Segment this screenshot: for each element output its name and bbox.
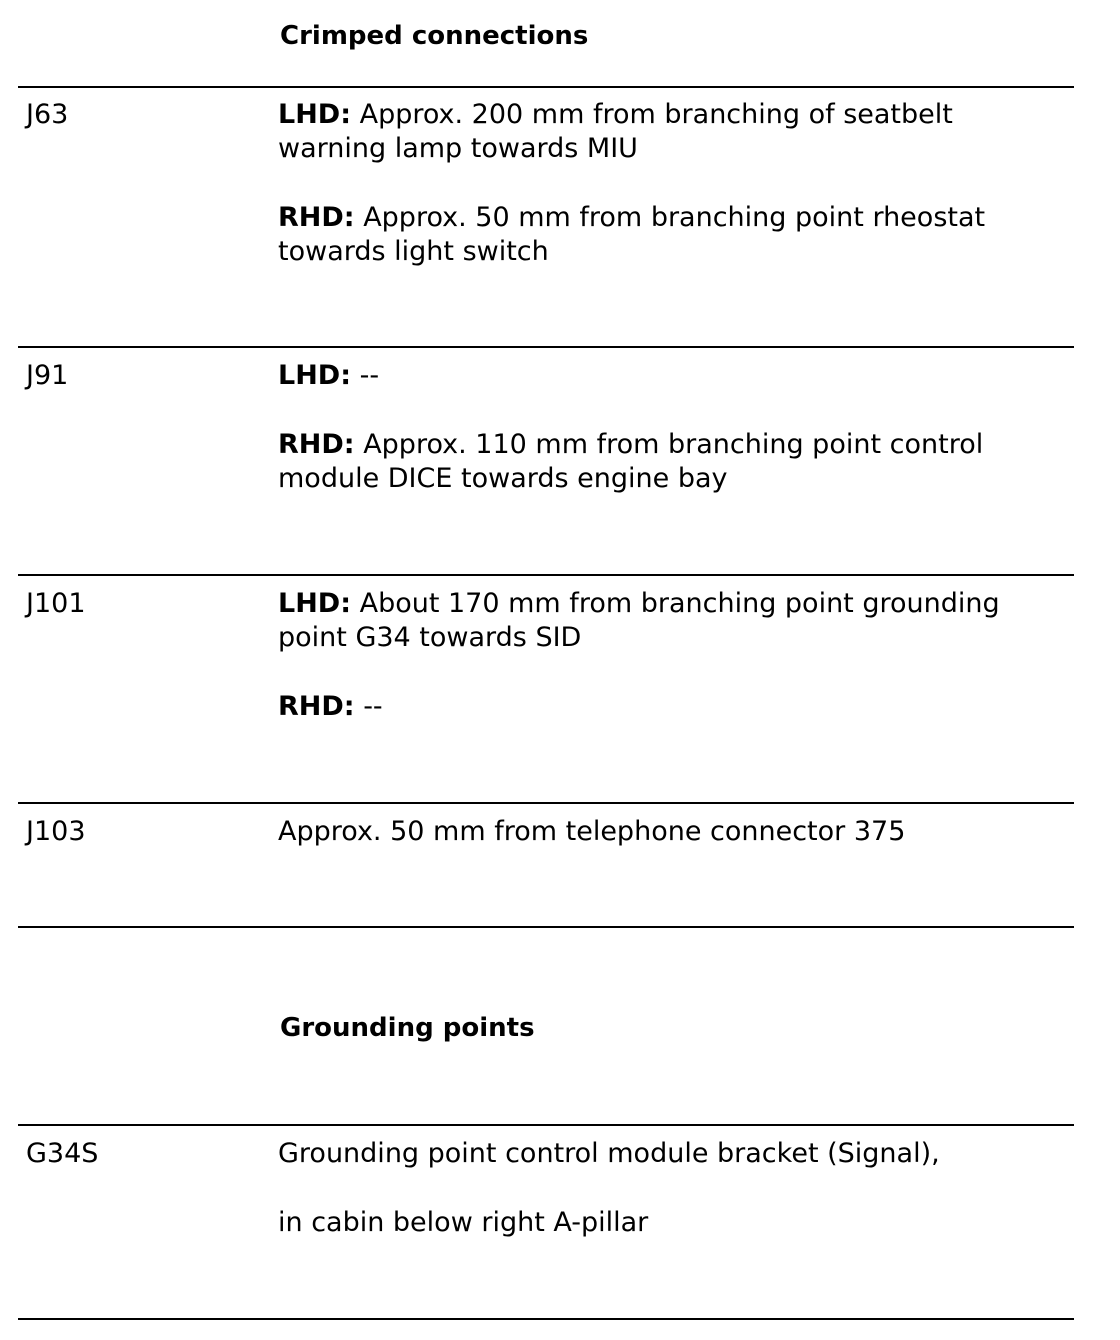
table-divider: [18, 802, 1074, 804]
lhd-description: [278, 98, 1068, 166]
lhd-label: LHD:: [278, 360, 352, 391]
connection-code: J91: [26, 360, 69, 391]
connection-description: [278, 587, 1068, 724]
rhd-label: RHD:: [278, 202, 355, 233]
rhd-text: Approx. 50 mm from branching point rheostat towards light switch: [278, 202, 986, 267]
connection-code: J63: [26, 99, 69, 130]
connection-code: J103: [26, 816, 86, 847]
table-divider: [18, 1124, 1074, 1126]
table-divider: [18, 86, 1074, 88]
rhd-text: Approx. 110 mm from branching point control module DICE towards engine bay: [278, 429, 984, 494]
connection-description: Approx. 50 mm from telephone connector 375: [278, 816, 906, 847]
rhd-description: [278, 201, 1068, 269]
grounding-location-line-2: in cabin below right A-pillar: [278, 1207, 649, 1238]
grounding-description: [278, 1137, 1068, 1240]
rhd-text: --: [354, 691, 383, 722]
rhd-description: [278, 690, 1068, 724]
rhd-label: RHD:: [278, 429, 355, 460]
table-divider: [18, 346, 1074, 348]
connection-description: [278, 98, 1068, 269]
grounding-location-line-1: Grounding point control module bracket (Signal),: [278, 1138, 940, 1169]
table-divider: [18, 926, 1074, 928]
lhd-description: [278, 359, 1068, 393]
table-divider: [18, 1318, 1074, 1320]
lhd-text: Approx. 200 mm from branching of seatbelt warning lamp towards MIU: [278, 99, 953, 164]
table-divider: [18, 574, 1074, 576]
lhd-text: --: [351, 360, 380, 391]
grounding-points-heading: Grounding points: [280, 1013, 535, 1043]
connection-code: J101: [26, 588, 86, 619]
rhd-label: RHD:: [278, 691, 355, 722]
crimped-connections-heading: Crimped connections: [280, 21, 589, 51]
lhd-text: About 170 mm from branching point grounding point G34 towards SID: [278, 588, 1000, 653]
connection-description: [278, 359, 1068, 496]
rhd-description: [278, 428, 1068, 496]
lhd-description: [278, 587, 1068, 655]
lhd-label: LHD:: [278, 99, 352, 130]
lhd-label: LHD:: [278, 588, 352, 619]
grounding-code: G34S: [26, 1138, 99, 1169]
